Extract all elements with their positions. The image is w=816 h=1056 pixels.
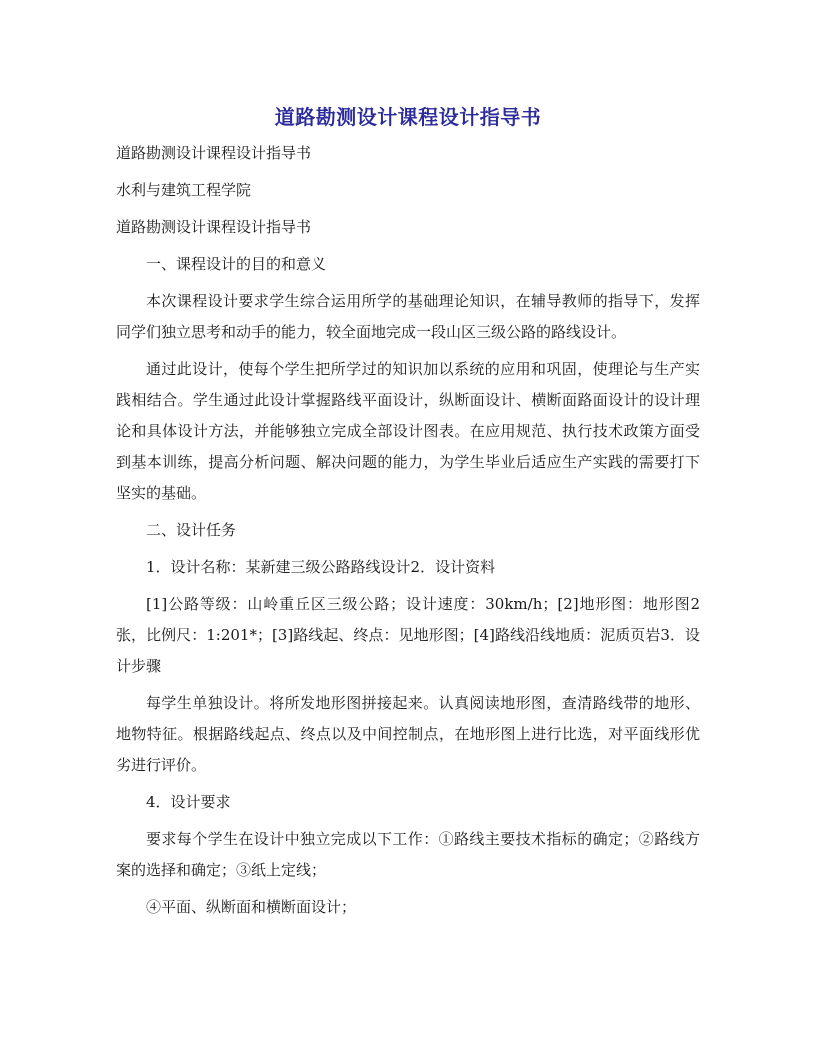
paragraph-design-steps: 每学生单独设计。将所发地形图拼接起来。认真阅读地形图，查清路线带的地形、地物特征。根据路线起点、终点以及中间控制点，在地形图上进行比选，对平面线形优劣进行评价。 xyxy=(116,694,700,774)
college-name: 水利与建筑工程学院 xyxy=(116,181,252,199)
section-heading-task: 二、设计任务 xyxy=(146,521,237,539)
paragraph-design-data: [1]公路等级：山岭重丘区三级公路；设计速度：30km/h；[2]地形图：地形图2张，比例尺：1:201*；[3]路线起、终点：见地形图；[4]路线沿线地质：泥质页岩3．设计步骤 xyxy=(116,595,700,675)
document-body xyxy=(116,138,700,929)
paragraph-requirements-1: 要求每个学生在设计中独立完成以下工作：①路线主要技术指标的确定；②路线方案的选择和确定；③纸上定线； xyxy=(116,830,700,879)
section-heading-purpose: 一、课程设计的目的和意义 xyxy=(146,255,327,273)
section-heading-requirements: 4．设计要求 xyxy=(146,793,231,811)
paragraph-requirements-2: ④平面、纵断面和横断面设计； xyxy=(146,898,357,916)
subtitle-line-repeat: 道路勘测设计课程设计指导书 xyxy=(116,218,312,236)
document-title: 道路勘测设计课程设计指导书 xyxy=(274,105,542,129)
paragraph-purpose-2: 通过此设计，使每个学生把所学过的知识加以系统的应用和巩固，使理论与生产实践相结合。学生通过此设计掌握路线平面设计，纵断面设计、横断面路面设计的设计理论和具体设计方法，并能够独立完成全部设计图表。在应用规范、执行技术政策方面受到基本训练，提高分析问题、解决问题的能力，为学生毕业后适应生产实践的需要打下坚实的基础。 xyxy=(116,360,700,502)
subtitle-line: 道路勘测设计课程设计指导书 xyxy=(116,144,312,162)
paragraph-design-name: 1．设计名称：某新建三级公路路线设计2．设计资料 xyxy=(146,558,496,576)
paragraph-purpose-1: 本次课程设计要求学生综合运用所学的基础理论知识，在辅导教师的指导下，发挥同学们独立思考和动手的能力，较全面地完成一段山区三级公路的路线设计。 xyxy=(116,292,700,341)
